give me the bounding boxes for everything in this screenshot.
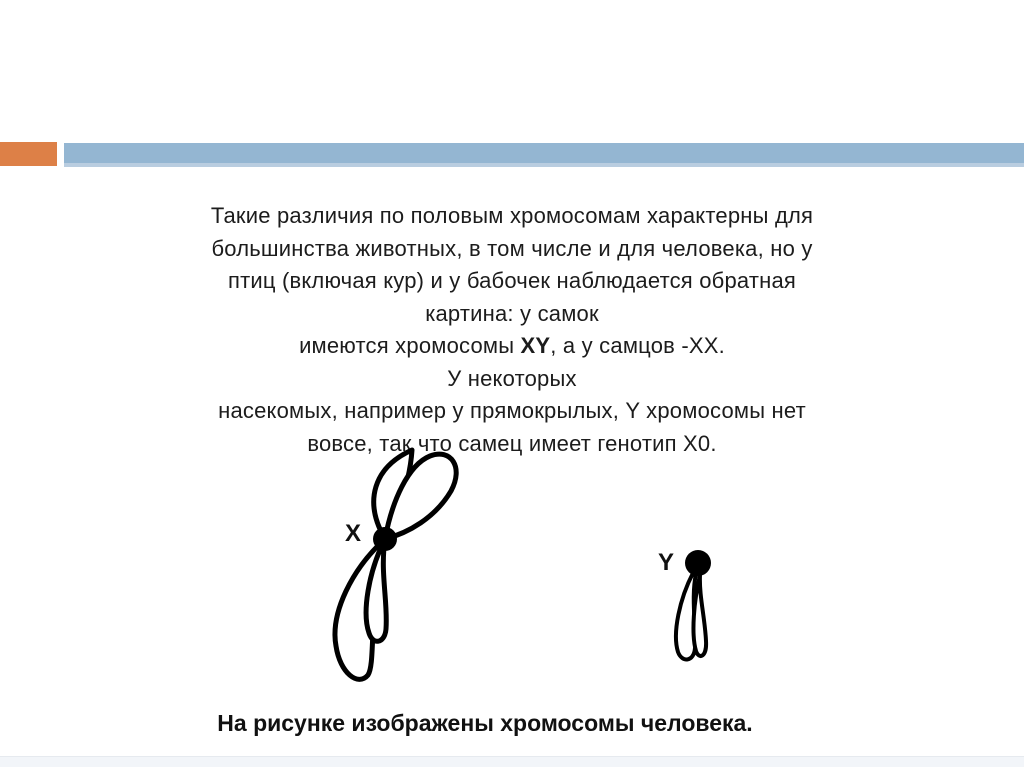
accent-bar-orange	[0, 142, 57, 166]
paragraph-line-4: картина: у самок	[425, 300, 599, 326]
y-chromosome-label: Y	[658, 549, 675, 576]
paragraph-line-8: вовсе, так что самец имеет генотип X0.	[307, 430, 717, 456]
paragraph-line-5-post: , а у самцов -XX.	[550, 333, 725, 358]
figure-caption: На рисунке изображены хромосомы человека.	[217, 710, 753, 736]
accent-bar-blue-underline	[64, 163, 1024, 167]
accent-bar-blue	[64, 143, 1024, 163]
xy-bold-text: XY	[520, 333, 551, 358]
x-chromosome-label: X	[345, 520, 362, 547]
paragraph-block	[80, 200, 944, 460]
x-chromosome-figure	[318, 441, 488, 691]
paragraph-line-3: птиц (включая кур) и у бабочек наблюдается обратная	[227, 268, 797, 293]
paragraph-line-7: насекомых, например у прямокрылых, Y хромосомы нет	[218, 398, 806, 423]
paragraph-line-2: большинства животных, в том числе и для человека, но у	[211, 235, 813, 261]
paragraph-line-5	[80, 330, 944, 363]
y-chromosome-figure	[630, 538, 730, 668]
x-centromere-dot	[373, 527, 397, 551]
footer-bar	[0, 756, 1024, 767]
paragraph-line-6: У некоторых	[447, 365, 577, 391]
paragraph-line-1: Такие различия по половым хромосомам характерны для	[210, 203, 814, 228]
paragraph-line-5-pre: имеются хромосомы	[299, 333, 521, 358]
y-centromere-dot	[685, 550, 711, 576]
